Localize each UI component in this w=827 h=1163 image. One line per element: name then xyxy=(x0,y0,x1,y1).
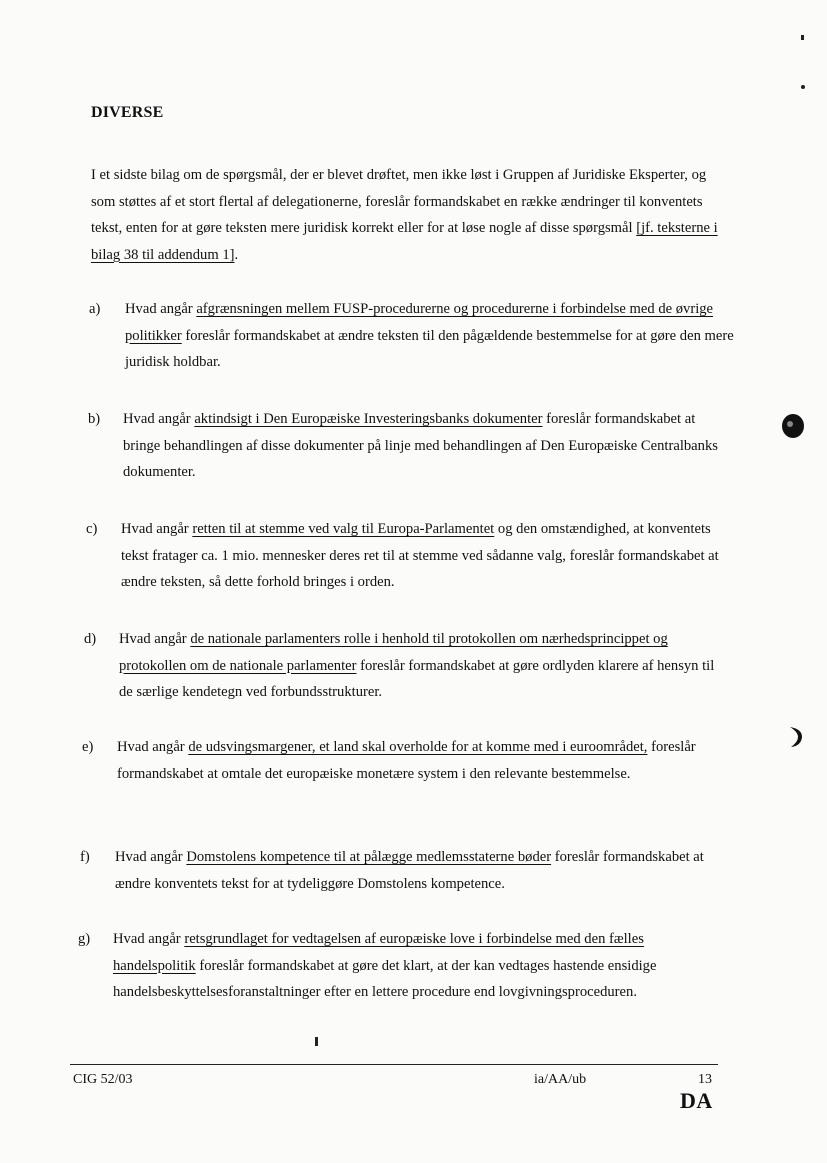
item-underlined: afgrænsningen mellem FUSP-procedurerne og procedurerne i forbindelse med de øvrige politikker xyxy=(125,301,714,344)
speck-mark-icon xyxy=(800,34,806,42)
item-post: foreslår formandskabet at bringe behandlingen af disse dokumenter på linje med behandlingen af Den Europæiske Centralbanks dokumenter. xyxy=(123,411,718,480)
speck-mark-icon xyxy=(314,1036,320,1048)
item-underlined: retsgrundlaget for vedtagelsen af europæiske love i forbindelse med den fælles handelspolitik xyxy=(113,931,644,974)
item-label: a) xyxy=(89,301,101,317)
item-post: og den omstændighed, at konventets tekst fratager ca. 1 mio. mennesker deres ret til at stemme ved sådanne valg, foreslår formandskabet at ændre teksten, så dette forhold bringes i orden. xyxy=(121,521,719,590)
item-label: c) xyxy=(86,521,98,537)
item-pre: Hvad angår xyxy=(117,739,189,755)
footer-initials: ia/AA/ub xyxy=(534,1072,587,1087)
item-text xyxy=(123,406,733,486)
item-underlined: de nationale parlamenters rolle i henhold til protokollen om nærhedsprincippet og protokollen om de nationale parlamenter xyxy=(119,631,668,674)
item-label: b) xyxy=(88,411,101,427)
item-underlined: aktindsigt i Den Europæiske Investeringsbanks dokumenter xyxy=(194,411,543,427)
item-text xyxy=(117,734,727,787)
intro-reference: [jf. teksterne i bilag 38 til addendum 1] xyxy=(91,220,718,263)
item-pre: Hvad angår xyxy=(119,631,191,647)
section-heading: DIVERSE xyxy=(91,104,164,121)
footer-divider xyxy=(70,1064,718,1065)
item-post: foreslår formandskabet at omtale det europæiske monetære system i den relevante bestemmelse. xyxy=(117,739,696,782)
item-underlined: retten til at stemme ved valg til Europa-Parlamentet xyxy=(192,521,495,537)
item-text xyxy=(119,626,729,706)
intro-end: . xyxy=(234,246,239,263)
item-pre: Hvad angår xyxy=(123,411,195,427)
item-pre: Hvad angår xyxy=(121,521,193,537)
item-label: d) xyxy=(84,631,97,647)
speck-mark-icon xyxy=(800,84,806,90)
item-post: foreslår formandskabet at gøre det klart, at der kan vedtages hastende ensidige handelsbeskyttelsesforanstaltninger efter en lettere procedure end lovgivningsproceduren. xyxy=(113,957,657,1000)
footer-page-number: 13 xyxy=(698,1072,712,1087)
item-pre: Hvad angår xyxy=(113,931,185,947)
item-pre: Hvad angår xyxy=(125,301,197,317)
item-underlined: Domstolens kompetence til at pålægge medlemsstaterne bøder xyxy=(186,849,552,865)
item-post: foreslår formandskabet at ændre konventets tekst for at tydeliggøre Domstolens kompetence. xyxy=(115,849,704,892)
footer-doc-ref: CIG 52/03 xyxy=(73,1072,133,1087)
item-label: e) xyxy=(82,739,94,755)
item-pre: Hvad angår xyxy=(115,849,187,865)
item-post: foreslår formandskabet at ændre teksten til den pågældende bestemmelse for at gøre den mere juridisk holdbar. xyxy=(125,327,734,370)
footer-language: DA xyxy=(680,1088,713,1113)
item-label: f) xyxy=(80,849,90,865)
item-text xyxy=(125,296,735,376)
hole-punch-mark-icon xyxy=(784,724,806,750)
hole-punch-mark-icon xyxy=(780,412,806,440)
item-text xyxy=(113,926,723,1006)
item-text xyxy=(115,844,725,897)
intro-text: I et sidste bilag om de spørgsmål, der er blevet drøftet, men ikke løst i Gruppen af Juridiske Eksperter, og som støttes af et stort flertal af delegationerne, foreslår formandskabet en række ændringer til konventets tekst, enten for at gøre teksten mere juridisk korrekt eller for at løse nogle af disse spørgsmål xyxy=(91,167,707,236)
intro-paragraph xyxy=(91,162,731,268)
item-label: g) xyxy=(78,931,91,947)
item-post: foreslår formandskabet at gøre ordlyden klarere af hensyn til de særlige kendetegn ved forbundsstrukturer. xyxy=(119,657,715,700)
item-underlined: de udsvingsmargener, et land skal overholde for at komme med i euroområdet, xyxy=(188,739,648,755)
item-text xyxy=(121,516,731,596)
